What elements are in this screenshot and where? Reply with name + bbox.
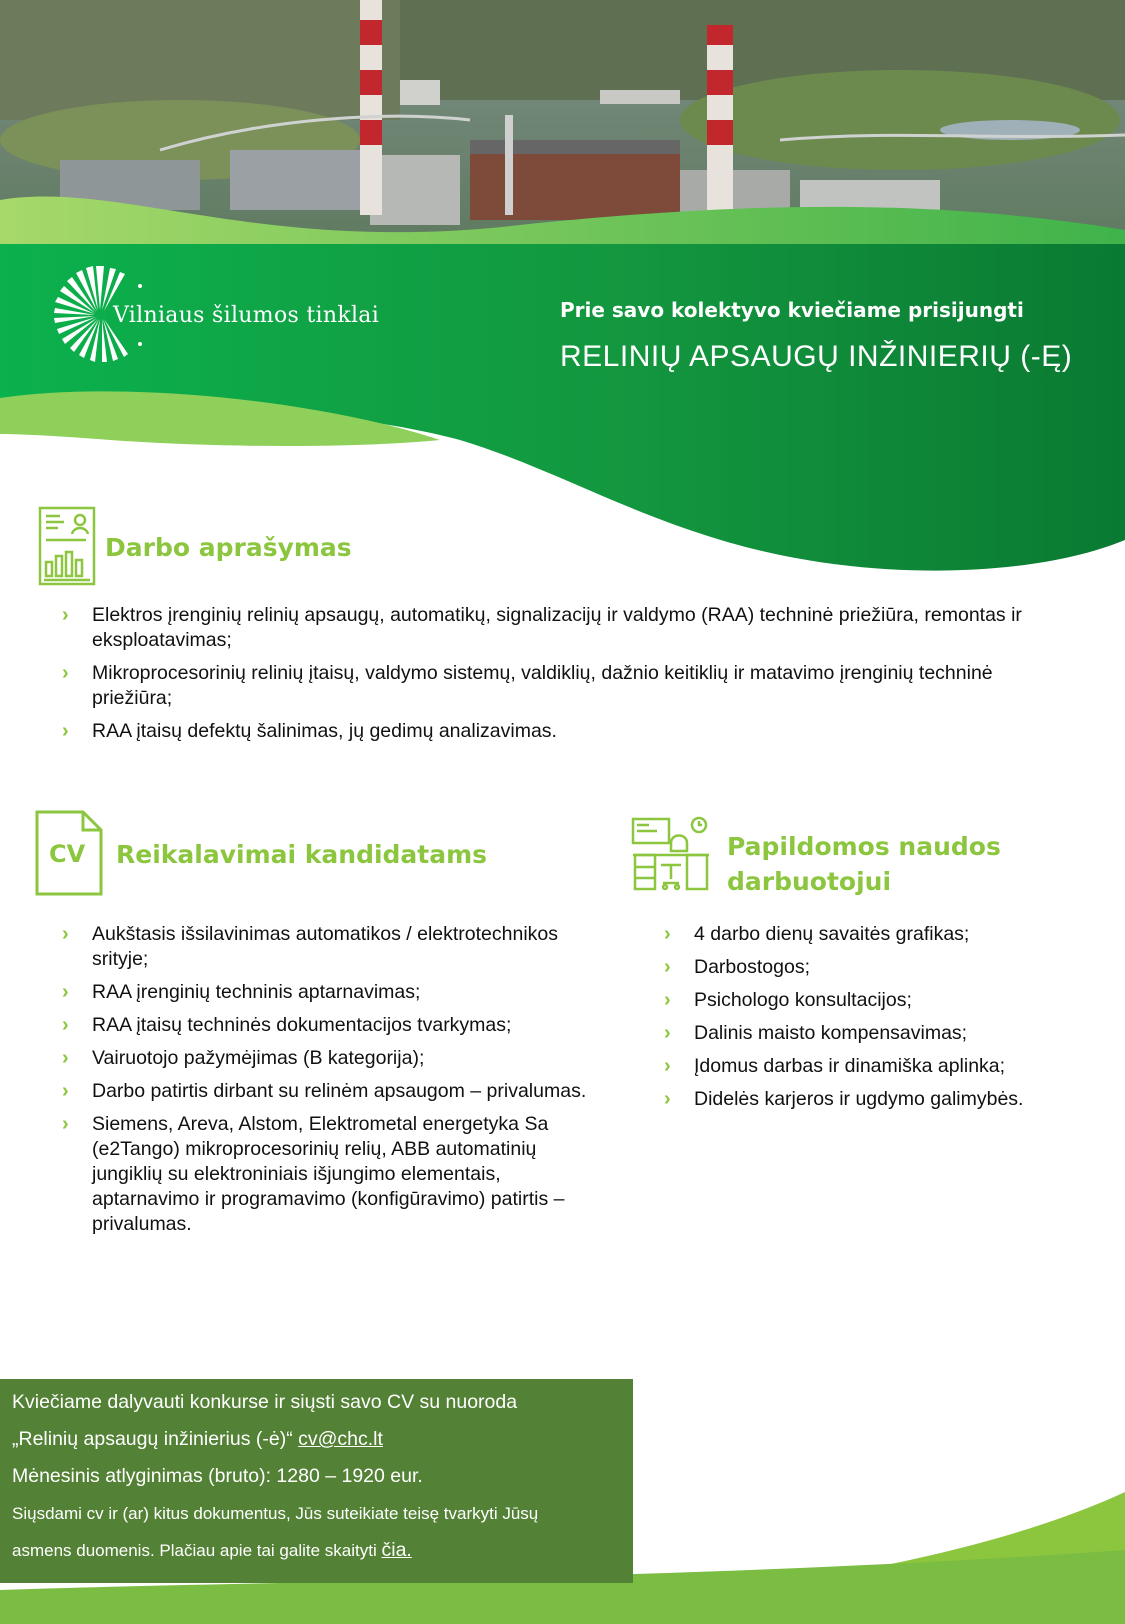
job-description-list: [62, 603, 1072, 752]
chevron-right-icon: ›: [62, 1014, 69, 1036]
chevron-right-icon: ›: [62, 1047, 69, 1069]
chevron-right-icon: ›: [664, 956, 671, 978]
list-item: [62, 922, 607, 972]
list-item-text: Įdomus darbas ir dinamiška aplinka;: [694, 1055, 1006, 1077]
chevron-right-icon: ›: [664, 1055, 671, 1077]
privacy-notice-line2: [0, 1532, 633, 1569]
requirements-title: Reikalavimai kandidatams: [116, 840, 488, 869]
list-item: [664, 1021, 1084, 1046]
list-item: [62, 980, 607, 1005]
list-item: [62, 1112, 607, 1237]
list-item: [664, 988, 1084, 1013]
email-link[interactable]: cv@chc.lt: [298, 1428, 383, 1450]
list-item: [62, 719, 1072, 744]
list-item: [62, 1046, 607, 1071]
requirements-list: [62, 922, 607, 1245]
list-item-text: RAA įtaisų defektų šalinimas, jų gedimų analizavimas.: [92, 720, 557, 742]
list-item-text: Psichologo konsultacijos;: [694, 989, 912, 1011]
apply-reference-line: [0, 1421, 633, 1458]
benefits-title-line2: darbuotojui: [727, 867, 892, 896]
chevron-right-icon: ›: [62, 923, 69, 945]
list-item: [664, 955, 1084, 980]
chevron-right-icon: ›: [62, 1113, 69, 1135]
list-item: [62, 661, 1072, 711]
workplace-desk-icon: [631, 815, 711, 895]
list-item-text: Siemens, Areva, Alstom, Elektrometal energetyka Sa (e2Tango) mikroprocesorinių relių, ABB automatinių jungiklių su elektroniniais išjungimo elementais, aptarnavimo ir programavimo (konfigūravimo) patirtis – privalumas.: [92, 1113, 565, 1235]
list-item: [62, 1079, 607, 1104]
list-item: [62, 603, 1072, 653]
list-item-text: Elektros įrenginių relinių apsaugų, automatikų, signalizacijų ir valdymo (RAA) techninė priežiūra, remontas ir eksploatavimas;: [92, 604, 1022, 651]
list-item-text: Aukštasis išsilavinimas automatikos / elektrotechnikos srityje;: [92, 923, 559, 970]
chevron-right-icon: ›: [62, 981, 69, 1003]
chevron-right-icon: ›: [62, 604, 69, 626]
list-item-text: Didelės karjeros ir ugdymo galimybės.: [694, 1088, 1024, 1110]
chevron-right-icon: ›: [664, 923, 671, 945]
list-item: [664, 1054, 1084, 1079]
chevron-right-icon: ›: [664, 989, 671, 1011]
salary-info: Mėnesinis atlyginimas (bruto): 1280 – 1920 eur.: [12, 1465, 423, 1487]
cv-icon-label: CV: [49, 840, 86, 868]
job-description-icon: [38, 506, 96, 586]
chevron-right-icon: ›: [62, 1080, 69, 1102]
cv-document-icon: [35, 810, 103, 896]
list-item-text: Darbostogos;: [694, 956, 810, 978]
brand-name: Vilniaus šilumos tinklai: [113, 303, 380, 328]
chevron-right-icon: ›: [664, 1022, 671, 1044]
list-item-text: RAA įtaisų techninės dokumentacijos tvarkymas;: [92, 1014, 512, 1036]
apply-reference: „Relinių apsaugų inžinierius (-ė)“: [12, 1428, 293, 1450]
benefits-title-line1: Papildomos naudos: [727, 832, 1001, 861]
list-item-text: RAA įrenginių techninis aptarnavimas;: [92, 981, 421, 1003]
chevron-right-icon: ›: [62, 662, 69, 684]
list-item: [62, 1013, 607, 1038]
list-item-text: Darbo patirtis dirbant su relinėm apsaugom – privalumas.: [92, 1080, 587, 1102]
list-item-text: Mikroprocesorinių relinių įtaisų, valdymo sistemų, valdiklių, dažnio keitiklių ir matavimo įrenginių techninė priežiūra;: [92, 662, 993, 709]
position-title: RELINIŲ APSAUGŲ INŽINIERIŲ (-Ę): [560, 340, 1073, 373]
benefits-list: [664, 922, 1084, 1120]
chevron-right-icon: ›: [62, 720, 69, 742]
list-item-text: 4 darbo dienų savaitės grafikas;: [694, 923, 970, 945]
list-item: [664, 1087, 1084, 1112]
list-item: [664, 922, 1084, 947]
privacy-notice-text: asmens duomenis. Plačiau apie tai galite skaityti: [12, 1541, 377, 1560]
chevron-right-icon: ›: [664, 1088, 671, 1110]
privacy-link[interactable]: čia.: [381, 1539, 412, 1561]
list-item-text: Dalinis maisto kompensavimas;: [694, 1022, 968, 1044]
list-item-text: Vairuotojo pažymėjimas (B kategorija);: [92, 1047, 425, 1069]
header-subline: Prie savo kolektyvo kviečiame prisijungti: [560, 298, 1024, 322]
application-info-box: [0, 1379, 633, 1583]
job-description-title: Darbo aprašymas: [105, 533, 352, 562]
privacy-notice-line1: Siųsdami cv ir (ar) kitus dokumentus, Jūs suteikiate teisę tvarkyti Jūsų: [12, 1504, 539, 1523]
apply-invitation: Kviečiame dalyvauti konkurse ir siųsti savo CV su nuoroda: [12, 1391, 518, 1413]
